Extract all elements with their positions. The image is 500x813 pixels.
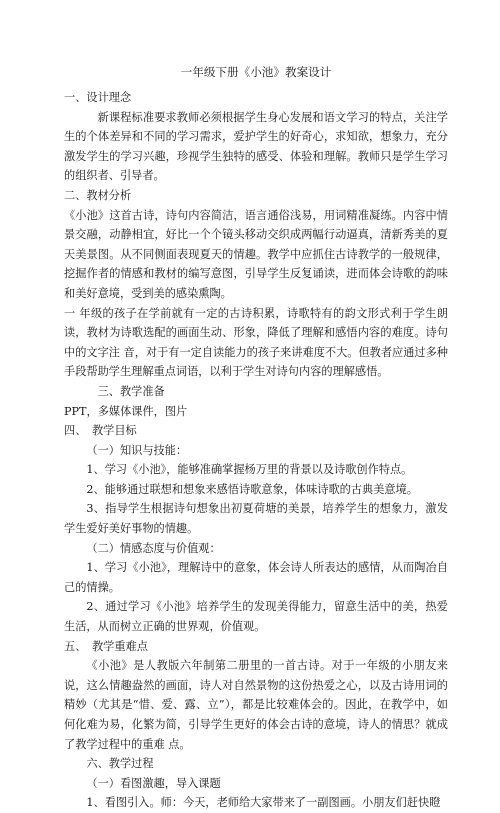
paragraph: 《小池》是人教版六年制第二册里的一首古诗。对于一年级的小朋友来说，这么情趣盎然的画面，诗人对自然景物的这份热爱之心，以及古诗用词的精妙（尤其是“惜、爱、露、立”），都是比较难体会的。因此，在教学中，如何化难为易，化繁为简，引导学生更好的体会古诗的意境，诗人的情思？就成了教学过程中的重难 点。 bbox=[64, 659, 448, 751]
section-heading-process: 六、教学过程 bbox=[86, 757, 154, 771]
paragraph: PPT，多媒体课件，图片 bbox=[64, 404, 188, 418]
list-item: 3、指导学生根据诗句想象出初夏荷塘的美景，培养学生的想象力，激发学生爱好美好事物的情趣。 bbox=[64, 502, 448, 536]
paragraph: 1、看图引入。师：今天，老师给大家带来了一副图画。小朋友们赶快瞪 bbox=[86, 796, 441, 810]
document-title: 一年级下册《小池》教案设计 bbox=[180, 65, 332, 79]
list-item: 1、学习《小池》，能够准确掌握杨万里的背景以及诗歌创作特点。 bbox=[86, 463, 413, 477]
section-heading-key-points: 五、 教学重难点 bbox=[64, 639, 148, 653]
subheading: （一）知识与技能： bbox=[86, 443, 188, 457]
paragraph: 新课程标准要求教师必须根据学生身心发展和语文学习的特点，关注学生的个体差异和不同的学习需求，爱护学生的好奇心，求知欲，想象力，充分激发学生的学习兴趣，珍视学生独特的感受、体验和理解。教师只是学生学习的组织者、引导者。 bbox=[64, 110, 448, 183]
list-item: 1、学习《小池》，理解诗中的意象，体会诗人所表达的感情，从而陶冶自己的情操。 bbox=[64, 561, 448, 594]
section-heading-material-analysis: 二、教材分析 bbox=[64, 188, 132, 202]
paragraph: 一 年级的孩子在学前就有一定的古诗积累，诗歌特有的韵文形式利于学生朗读，教材为诗歌选配的画面生动、形象，降低了理解和感悟内容的难度。诗句中的文字注 音，对于有一定自读能力的孩子来讲难度不大。但教者应通过多种手段帮助学生理解重点词语，以利于学生对诗句内容的理解感悟。 bbox=[64, 306, 448, 379]
section-heading-design-concept: 一、设计理念 bbox=[64, 91, 132, 104]
section-heading-preparation: 三、教学准备 bbox=[97, 384, 165, 398]
section-heading-objectives: 四、 教学目标 bbox=[64, 424, 137, 438]
subheading: （一）看图激趣，导入课题 bbox=[86, 776, 221, 790]
paragraph: 《小池》这首古诗，诗句内容简洁，语言通俗浅易，用词精准凝练。内容中情景交融，动静相宜，好比一个个镜头移动交织成两幅行动逼真，清新秀美的夏天美景图。从不同侧面表现夏天的情趣。教学中应抓住古诗教学的一般规律，挖掘作者的情感和教材的编写意图，引导学生反复诵读，进而体会诗歌的韵味和美好意境，受到美的感染熏陶。 bbox=[64, 208, 448, 300]
subheading: （二）情感态度与价值观： bbox=[86, 541, 221, 555]
list-item: 2、能够通过联想和想象来感悟诗歌意象，体味诗歌的古典美意境。 bbox=[86, 482, 418, 496]
list-item: 2、通过学习《小池》培养学生的发现美得能力，留意生活中的美，热爱生活，从而树立正确的世界观，价值观。 bbox=[64, 600, 448, 634]
